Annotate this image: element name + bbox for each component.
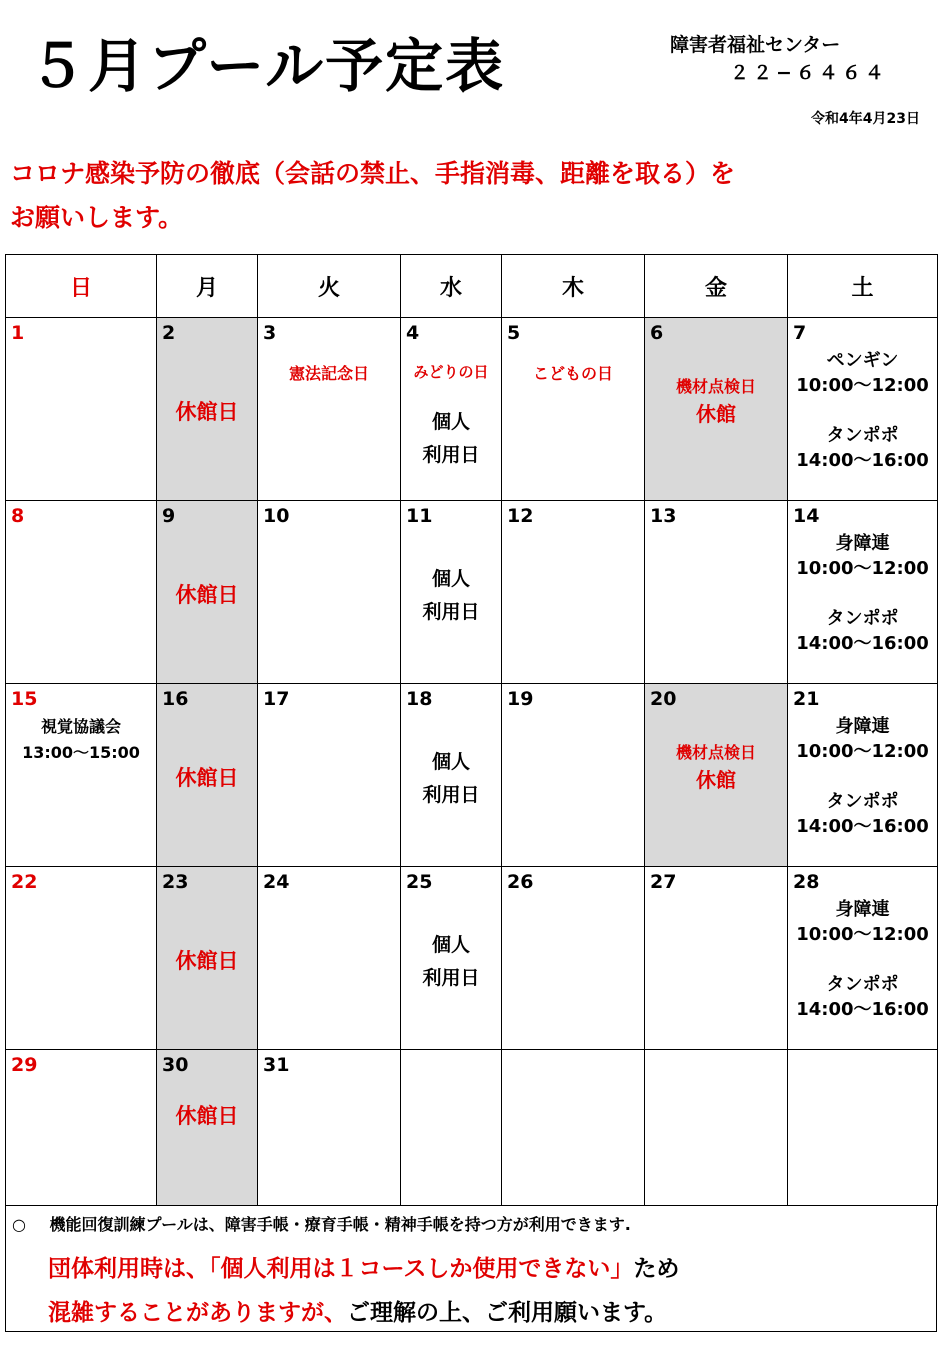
- day-cell: [502, 684, 645, 867]
- day-number: 9: [162, 505, 176, 527]
- day-number: 18: [406, 688, 433, 710]
- day-number: 10: [263, 505, 290, 527]
- day-cell: [788, 318, 938, 501]
- empty-cell: [502, 1050, 645, 1206]
- individual-use-line-2: 利用日: [422, 601, 480, 623]
- notice-line-2: お願いします。: [10, 203, 184, 232]
- closed-label: 休館日: [175, 766, 239, 790]
- notice-line-1: コロナ感染予防の徹底（会話の禁止、手指消毒、距離を取る）を: [10, 159, 736, 188]
- day-number: 25: [406, 871, 433, 893]
- time-slot: 10:00〜12:00: [796, 375, 929, 396]
- day-cell: [502, 318, 645, 501]
- covid-notice: [10, 152, 930, 240]
- day-cell: [157, 684, 258, 867]
- footer-notes: [5, 1206, 937, 1332]
- day-cell: [6, 1050, 157, 1206]
- time-slot: 14:00〜16:00: [796, 450, 929, 471]
- day-number: 31: [263, 1054, 290, 1076]
- empty-cell: [645, 1050, 788, 1206]
- group-name: タンポポ: [826, 608, 899, 629]
- day-number: 14: [793, 505, 820, 527]
- day-number: 4: [406, 322, 420, 344]
- footer-line-1: [12, 1212, 631, 1235]
- day-number: 27: [650, 871, 677, 893]
- empty-cell: [401, 1050, 502, 1206]
- issue-date: 令和4年4月23日: [811, 111, 920, 127]
- day-number: 22: [11, 871, 38, 893]
- day-number: 13: [650, 505, 677, 527]
- week-row: [6, 684, 938, 867]
- individual-use-line-2: 利用日: [422, 967, 480, 989]
- group-name: 身障連: [835, 899, 890, 920]
- time-slot: 10:00〜12:00: [796, 558, 929, 579]
- day-cell: [6, 684, 157, 867]
- holiday-label: こどもの日: [532, 364, 613, 383]
- empty-cell: [788, 1050, 938, 1206]
- weekday-thu: 木: [502, 255, 645, 318]
- day-cell: [645, 318, 788, 501]
- time-slot: 14:00〜16:00: [796, 633, 929, 654]
- day-cell: [788, 684, 938, 867]
- organization-name: 障害者福祉センター: [670, 34, 841, 56]
- day-number: 15: [11, 688, 38, 710]
- day-number: 16: [162, 688, 189, 710]
- saturday-schedule: [788, 348, 937, 473]
- closed-label: 休館日: [175, 1104, 239, 1128]
- day-number: 29: [11, 1054, 38, 1076]
- day-cell: [645, 501, 788, 684]
- weekday-wed: 水: [401, 255, 502, 318]
- weekday-mon: 月: [157, 255, 258, 318]
- individual-use: [401, 563, 501, 629]
- weekday-fri: 金: [645, 255, 788, 318]
- group-name: タンポポ: [826, 974, 899, 995]
- saturday-schedule: [788, 897, 937, 1022]
- time-slot: 10:00〜12:00: [796, 741, 929, 762]
- day-cell: [6, 318, 157, 501]
- week-row: [6, 501, 938, 684]
- sunday-event: [6, 714, 156, 766]
- individual-use-line-1: 個人: [431, 568, 470, 590]
- understanding-request: ご理解の上、ご利用願います。: [347, 1300, 668, 1326]
- day-number: 21: [793, 688, 820, 710]
- individual-use-line-2: 利用日: [422, 444, 480, 466]
- day-cell: [645, 867, 788, 1050]
- day-number: 12: [507, 505, 534, 527]
- crowding-warning: 混雑することがありますが、: [48, 1300, 347, 1326]
- individual-use: [401, 929, 501, 995]
- day-number: 30: [162, 1054, 189, 1076]
- day-number: 2: [162, 322, 176, 344]
- group-name: 身障連: [835, 716, 890, 737]
- day-number: 23: [162, 871, 189, 893]
- day-cell: [401, 318, 502, 501]
- maintenance-closed-label: 休館: [696, 402, 736, 426]
- day-number: 5: [507, 322, 521, 344]
- group-use-warning: 団体利用時は、「個人利用は１コースしか使用できない」: [48, 1256, 634, 1282]
- day-number: 24: [263, 871, 290, 893]
- day-cell: [788, 867, 938, 1050]
- time-slot: 14:00〜16:00: [796, 999, 929, 1020]
- day-cell: [645, 684, 788, 867]
- day-cell: [401, 867, 502, 1050]
- saturday-schedule: [788, 531, 937, 656]
- group-name: ペンギン: [826, 350, 899, 371]
- holiday-label: みどりの日: [413, 363, 489, 381]
- calendar-table: [5, 254, 938, 1206]
- day-cell: [502, 501, 645, 684]
- day-number: 6: [650, 322, 664, 344]
- footer-line-3: [48, 1294, 667, 1327]
- group-use-warning-tail: ため: [633, 1256, 680, 1282]
- closed-label: 休館日: [175, 400, 239, 424]
- individual-use-line-1: 個人: [431, 751, 470, 773]
- saturday-schedule: [788, 714, 937, 839]
- maintenance-label: 機材点検日: [675, 377, 756, 396]
- day-cell: [157, 318, 258, 501]
- day-cell: [6, 501, 157, 684]
- holiday-label: 憲法記念日: [288, 364, 369, 383]
- day-cell: [502, 867, 645, 1050]
- day-cell: [258, 501, 401, 684]
- phone-number: ２２−６４６４: [730, 62, 888, 84]
- group-name: 身障連: [835, 533, 890, 554]
- week-row: [6, 1050, 938, 1206]
- eligibility-note: 機能回復訓練プールは、障害手帳・療育手帳・精神手帳を持つ方が利用できます.: [49, 1215, 631, 1234]
- maintenance-label: 機材点検日: [675, 743, 756, 762]
- day-cell: [788, 501, 938, 684]
- day-cell: [157, 1050, 258, 1206]
- day-cell: [258, 318, 401, 501]
- day-number: 3: [263, 322, 277, 344]
- day-cell: [6, 867, 157, 1050]
- day-number: 26: [507, 871, 534, 893]
- individual-use-line-2: 利用日: [422, 784, 480, 806]
- page-title: ５月プール予定表: [28, 32, 506, 100]
- group-name: タンポポ: [826, 791, 899, 812]
- day-number: 20: [650, 688, 677, 710]
- weekday-header-row: [6, 255, 938, 318]
- closed-label: 休館日: [175, 583, 239, 607]
- weekday-sat: 土: [788, 255, 938, 318]
- weekday-tue: 火: [258, 255, 401, 318]
- individual-use-line-1: 個人: [431, 934, 470, 956]
- week-row: [6, 318, 938, 501]
- day-number: 7: [793, 322, 807, 344]
- time-slot: 14:00〜16:00: [796, 816, 929, 837]
- day-cell: [157, 501, 258, 684]
- day-number: 19: [507, 688, 534, 710]
- day-number: 11: [406, 505, 433, 527]
- day-cell: [258, 684, 401, 867]
- day-cell: [258, 867, 401, 1050]
- individual-use-line-1: 個人: [431, 411, 470, 433]
- weekday-sun: 日: [6, 255, 157, 318]
- bullet-icon: ○: [12, 1215, 26, 1234]
- footer-line-2: [48, 1250, 679, 1283]
- individual-use: [401, 406, 501, 472]
- time-slot: 10:00〜12:00: [796, 924, 929, 945]
- maintenance-closed-label: 休館: [696, 768, 736, 792]
- day-cell: [401, 684, 502, 867]
- closed-label: 休館日: [175, 949, 239, 973]
- week-row: [6, 867, 938, 1050]
- day-number: 28: [793, 871, 820, 893]
- day-number: 8: [11, 505, 25, 527]
- day-cell: [258, 1050, 401, 1206]
- event-name: 視覚協議会: [40, 717, 121, 736]
- group-name: タンポポ: [826, 425, 899, 446]
- day-cell: [401, 501, 502, 684]
- day-number: 1: [11, 322, 25, 344]
- day-cell: [157, 867, 258, 1050]
- individual-use: [401, 746, 501, 812]
- event-time: 13:00〜15:00: [22, 743, 140, 762]
- day-number: 17: [263, 688, 290, 710]
